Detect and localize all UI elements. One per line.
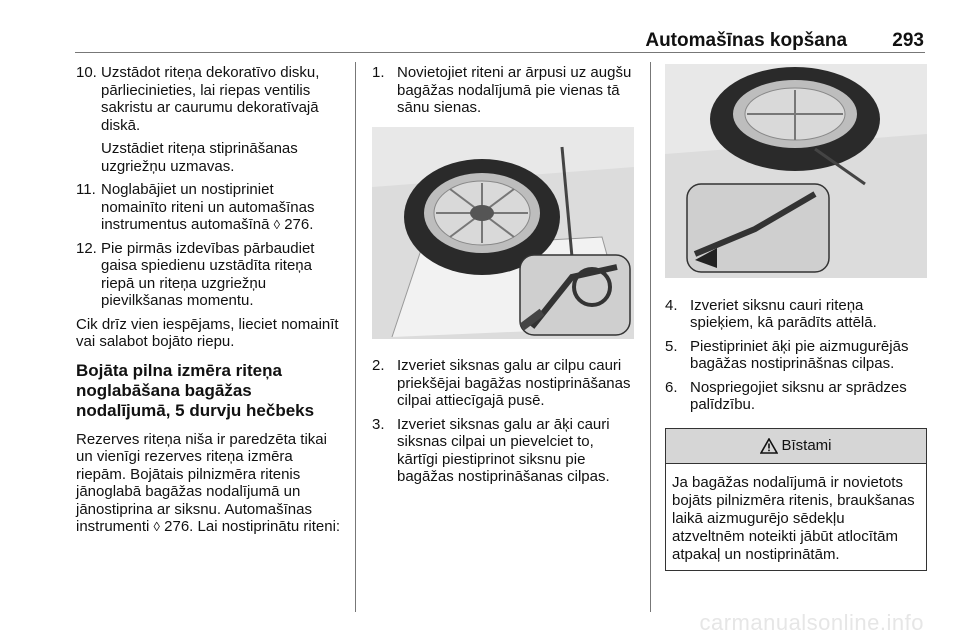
page-number: 293 xyxy=(892,30,924,51)
strap-through-spokes-illustration xyxy=(665,64,927,278)
list-item: 5. Piestipriniet āķi pie aizmugurējās bagāžas nostiprināšnas cilpas. xyxy=(665,337,909,372)
list-item: 1. Novietojiet riteni ar ārpusi uz augšu bagāžas nodalījumā pie vienas tā sānu sienas. xyxy=(372,64,632,116)
column-3 xyxy=(665,60,927,571)
warning-header xyxy=(666,429,926,464)
reference-icon: ◊ xyxy=(273,217,281,232)
page-header xyxy=(645,30,924,52)
list-item: 12. Pie pirmās izdevības pārbaudiet gaisa spiedienu uzstādīta riteņa riepā un riteņa uzgriežņu pievilkšanas momentu. xyxy=(76,239,315,309)
list-item: 3. Izveriet siksnas galu ar āķi cauri siksnas cilpai un pievelciet to, kārtīgi piestiprinot siksnu pie bagāžas nostiprināšanas cilpas. xyxy=(372,415,610,485)
list-item: 2. Izveriet siksnas galu ar cilpu cauri priekšējai bagāžas nostiprināšanas cilpai attiecīgajā pusē. xyxy=(372,357,631,409)
reference-icon: ◊ xyxy=(153,519,160,534)
list-item: 11. Noglabājiet un nostipriniet nomainīto riteni un automašīnas instrumentus automašīnā ◊ 276. xyxy=(76,181,315,233)
column-2 xyxy=(372,64,634,492)
watermark: carmanualsonline.info xyxy=(699,610,924,635)
warning-title: Bīstami xyxy=(781,436,832,454)
section-title: Automašīnas kopšana xyxy=(645,30,848,51)
section-heading: Bojāta pilna izmēra riteņa noglabāšana bagāžas nodalījumā, 5 durvju hečbeks xyxy=(76,360,315,420)
list-item: 4. Izveriet siksnu cauri riteņa spieķiem, kā parādīts attēlā. xyxy=(665,296,877,331)
trunk-wheel-illustration xyxy=(372,127,634,339)
paragraph: Rezerves riteņa niša ir paredzēta tikai un vienīgi rezerves riteņa izmēra riepām. Bojātais pilnizmēra ritenis jānoglabā bagāžas nodalījumā un jānostiprina ar siksnu. Automašīnas instrumenti ◊ 276. Lai nostiprinātu riteni: xyxy=(76,430,341,535)
column-1 xyxy=(76,64,342,542)
column-divider xyxy=(650,62,651,612)
page-reference[interactable]: 276. xyxy=(284,216,314,233)
list-item: 6. Nospriegojiet siksnu ar sprādzes palīdzību. xyxy=(665,378,907,413)
list-item-note: Uzstādiet riteņa stiprināšanas uzgriežņu uzmavas. xyxy=(101,140,298,175)
warning-box xyxy=(665,428,927,571)
page-reference[interactable]: 276. xyxy=(164,518,194,535)
column-divider xyxy=(355,62,356,612)
paragraph: Cik drīz vien iespējams, lieciet nomainīt vai salabot bojāto riepu. xyxy=(76,315,339,350)
warning-triangle-icon xyxy=(760,438,778,454)
header-rule xyxy=(75,52,925,53)
list-item: 10. Uzstādot riteņa dekoratīvo disku, pārliecinieties, lai riepas ventilis sakristu ar caurumu dekoratīvajā diskā. xyxy=(76,64,320,134)
warning-text: Ja bagāžas nodalījumā ir novietots bojāts pilnizmēra ritenis, braukšanas laikā aizmugurējo sēdekļu atzveltnēm noteikti jābūt atlocītām atpakaļ un nostiprinātām. xyxy=(672,473,915,563)
